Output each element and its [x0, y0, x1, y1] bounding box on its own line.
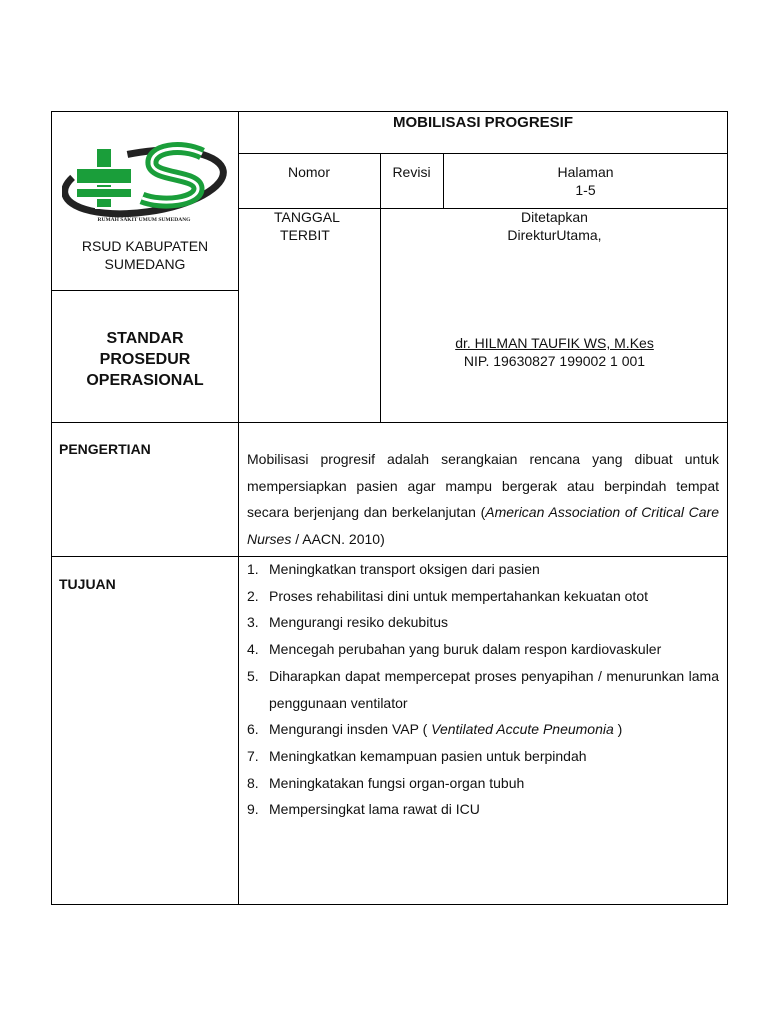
- document-title: MOBILISASI PROGRESIF: [392, 114, 573, 131]
- list-item: 6. Mengurangi insden VAP ( Ventilated Accute Pneumonia ): [247, 721, 623, 738]
- list-item: 2. Proses rehabilitasi dini untuk mempertahankan kekuatan otot: [247, 587, 648, 604]
- director-signature: [381, 334, 728, 370]
- director-name: dr. HILMAN TAUFIK WS, M.Kes: [455, 335, 654, 351]
- halaman-value: 1-5: [575, 182, 596, 198]
- tujuan-label: TUJUAN: [59, 576, 116, 592]
- sop-title-line3: OPERASIONAL: [86, 372, 204, 389]
- pengertian-text: [247, 446, 719, 553]
- hospital-name-line2: SUMEDANG: [104, 256, 186, 272]
- tanggal-terbit-label: [274, 208, 374, 244]
- tanggal-label-line1: TANGGAL: [274, 209, 340, 225]
- pengertian-text-plain: Mobilisasi progresif adalah serangkaian rencana yang dibuat untuk mempersiapkan pasien agar mampu bergerak atau berpindah tempat secara berjenjang dan berkelanjutan (: [247, 451, 719, 521]
- list-item: 3. Mengurangi resiko dekubitus: [247, 614, 448, 631]
- column-divider-left: [238, 111, 239, 905]
- list-item: 4. Mencegah perubahan yang buruk dalam respon kardiovaskuler: [247, 641, 662, 658]
- director-nip: NIP. 19630827 199002 1 001: [463, 353, 646, 369]
- list-item: 9. Mempersingkat lama rawat di ICU: [247, 801, 480, 818]
- ditetapkan-block: [381, 208, 728, 244]
- sop-title: [52, 328, 238, 391]
- hospital-logo: [62, 140, 227, 225]
- sop-title-line2: PROSEDUR: [99, 351, 191, 368]
- sop-title-line1: STANDAR: [106, 330, 184, 347]
- row-divider-hospital: [51, 290, 238, 291]
- row-divider-header-end: [51, 422, 728, 423]
- tanggal-label-line2: TERBIT: [280, 227, 330, 243]
- hospital-name: [52, 237, 238, 273]
- row-divider-title: [238, 153, 728, 154]
- hospital-name-line1: RSUD KABUPATEN: [81, 238, 209, 254]
- list-item: 1. Meningkatkan transport oksigen dari pasien: [247, 561, 540, 577]
- list-item: 5. Diharapkan dapat mempercepat proses penyapihan / menurunkan lama penggunaan ventilator: [247, 667, 719, 711]
- column-divider-nomor-revisi: [380, 153, 381, 422]
- ditetapkan-line1: Ditetapkan: [521, 209, 588, 225]
- pengertian-text-italic: American Association of Critical Care Nurses: [247, 504, 720, 548]
- list-item: 7. Meningkatkan kemampuan pasien untuk berpindah: [247, 747, 587, 764]
- pengertian-text-end: / AACN. 2010): [291, 531, 385, 548]
- revisi-label: Revisi: [392, 164, 431, 180]
- tujuan-list: [247, 556, 719, 823]
- halaman-label: Halaman: [557, 164, 614, 180]
- logo-caption: RUMAH SAKIT UMUM SUMEDANG: [97, 217, 191, 223]
- ditetapkan-line2: DirekturUtama,: [507, 227, 602, 243]
- pengertian-label: PENGERTIAN: [59, 441, 151, 457]
- nomor-label: Nomor: [287, 164, 330, 180]
- list-item: 8. Meningkatakan fungsi organ-organ tubuh: [247, 774, 525, 791]
